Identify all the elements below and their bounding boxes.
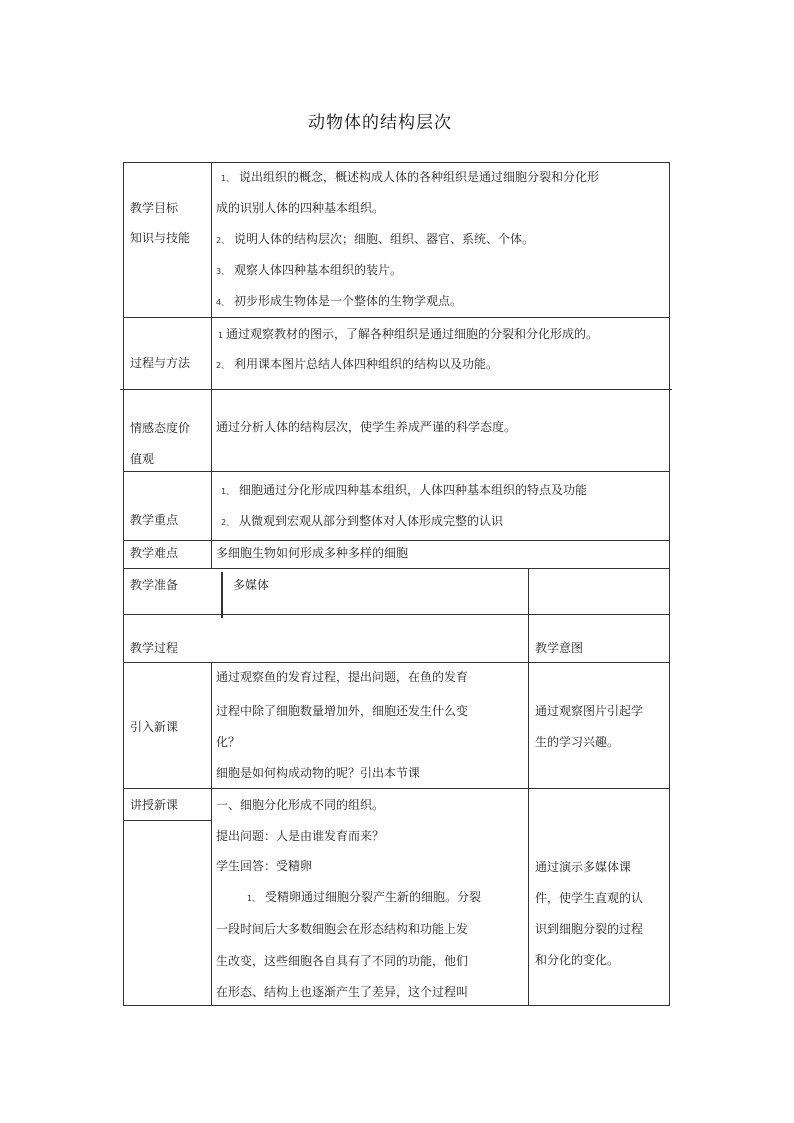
- item-text: 受精卵通过细胞分裂产生新的细胞。分裂: [265, 890, 482, 904]
- page-title: 动物体的结构层次: [308, 113, 452, 133]
- objectives-label: 教学目标: [130, 201, 179, 215]
- key-point-item: [221, 483, 587, 499]
- table-bottom-border: [123, 1005, 669, 1006]
- objectives-label: 知识与技能: [130, 231, 191, 245]
- row-divider: [123, 614, 669, 615]
- attitude-label: 情感态度价: [130, 421, 191, 435]
- item-text: 细胞通过分化形成四种基本组织，人体四种基本组织的特点及功能: [239, 483, 588, 497]
- process-header-right: 教学意图: [535, 641, 584, 655]
- row-divider: [123, 568, 669, 569]
- row-divider: [123, 788, 669, 789]
- label-cell-divider: [123, 820, 211, 821]
- process-method-label: 过程与方法: [130, 356, 191, 370]
- process-method-item: [216, 357, 498, 373]
- intro-intent-line: 生的学习兴趣。: [535, 735, 620, 749]
- item-number: 1、: [221, 487, 235, 496]
- difficulty-label: 教学难点: [130, 546, 179, 560]
- objective-item-continued: 成的识别人体的四种基本组织。: [216, 201, 385, 215]
- item-text: 观察人体四种基本组织的装片。: [234, 263, 403, 277]
- lecture-intent-line: 和分化的变化。: [535, 953, 620, 967]
- item-number: 1: [218, 331, 224, 340]
- table-left-border: [123, 162, 124, 1006]
- lecture-question: 提出问题：人是由谁发育而来？: [216, 829, 385, 843]
- row-divider: [123, 471, 669, 472]
- item-number: 2、: [221, 518, 235, 527]
- item-text: 说出组织的概念，概述构成人体的各种组织是通过细胞分裂和分化形: [239, 170, 600, 184]
- item-text: 说明人体的结构层次；细胞、组织、器官、系统、个体。: [234, 232, 535, 246]
- objective-item: [216, 294, 462, 310]
- table-right-border: [669, 162, 670, 1006]
- objective-item: [216, 232, 534, 248]
- key-point-item: [221, 514, 503, 530]
- row-divider: [123, 662, 669, 663]
- item-number: 2、: [216, 236, 230, 245]
- item-text: 从微观到宏观从部分到整体对人体形成完整的认识: [239, 514, 504, 528]
- row-divider: [123, 540, 669, 541]
- process-header-left: 教学过程: [130, 641, 179, 655]
- label-column-divider: [211, 662, 212, 1006]
- item-number: 3、: [216, 267, 230, 276]
- row-divider: [123, 317, 669, 318]
- item-number: 1、: [247, 894, 261, 903]
- lecture-paragraph-line: 一段时间后大多数细胞会在形态结构和功能上发: [216, 922, 469, 936]
- item-text: 利用课本图片总结人体四种组织的结构以及功能。: [234, 357, 499, 371]
- intent-column-divider: [528, 614, 529, 1006]
- lecture-intent-line: 通过演示多媒体课: [535, 860, 632, 874]
- intro-intent-line: 通过观察图片引起学: [535, 704, 644, 718]
- intro-line: 通过观察鱼的发育过程，提出问题，在鱼的发育: [216, 670, 469, 684]
- difficulty-text: 多细胞生物如何形成多种多样的细胞: [216, 546, 409, 560]
- item-number: 4、: [216, 298, 230, 307]
- item-number: 1、: [221, 174, 235, 183]
- intent-column-divider: [528, 568, 529, 614]
- lecture-paragraph-line: [247, 890, 481, 906]
- lecture-heading: 一、细胞分化形成不同的组织。: [216, 798, 385, 812]
- objective-item: [216, 263, 402, 279]
- objective-item: [221, 170, 599, 186]
- intro-label: 引入新课: [130, 720, 179, 734]
- lecture-answer: 学生回答：受精卵: [216, 859, 313, 873]
- attitude-label: 值观: [130, 452, 155, 466]
- item-text: 初步形成生物体是一个整体的生物学观点。: [234, 294, 463, 308]
- intro-line: 化？: [216, 735, 241, 749]
- row-divider: [120, 389, 672, 390]
- lecture-paragraph-line: 生改变，这些细胞各自具有了不同的功能，他们: [216, 954, 469, 968]
- process-method-item: [218, 327, 598, 343]
- preparation-label: 教学准备: [130, 578, 179, 592]
- preparation-text: 多媒体: [233, 578, 270, 592]
- intro-line: 过程中除了细胞数量增加外，细胞还发生什么变: [216, 704, 469, 718]
- key-points-label: 教学重点: [130, 513, 179, 527]
- lecture-intent-line: 件，使学生直观的认: [535, 891, 644, 905]
- attitude-text: 通过分析人体的结构层次，使学生养成严谨的科学态度。: [216, 420, 517, 434]
- item-number: 2、: [216, 361, 230, 370]
- lecture-paragraph-line: 在形态、结构上也逐渐产生了差异，这个过程叫: [216, 985, 469, 999]
- intro-line: 细胞是如何构成动物的呢？引出本节课: [216, 766, 421, 780]
- label-column-divider: [211, 162, 212, 568]
- lecture-intent-line: 识到细胞分裂的过程: [535, 922, 644, 936]
- item-text: 通过观察教材的图示，了解各种组织是通过细胞的分裂和分化形成的。: [226, 327, 599, 341]
- table-top-border: [123, 162, 669, 163]
- lecture-label: 讲授新课: [130, 798, 179, 812]
- prep-cell-mark: [221, 572, 223, 618]
